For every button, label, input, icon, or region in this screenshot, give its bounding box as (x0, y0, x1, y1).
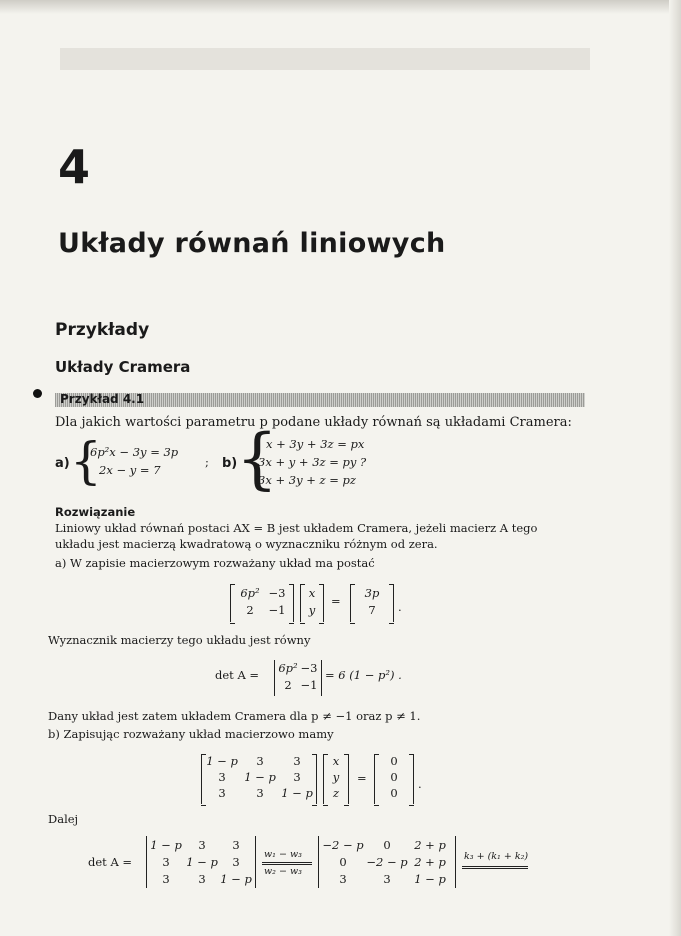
matrix-cell: 2 (246, 603, 254, 617)
a-row-2: 2x − y = 7 (99, 463, 161, 477)
matrix-cell: 1 − p (281, 786, 313, 800)
equals-sign: = (357, 771, 367, 785)
matrix-cell: 2 + p (414, 838, 446, 852)
matrix-cell: −1 (300, 678, 318, 692)
matrix-cell: y (308, 603, 316, 617)
page-top-shadow (0, 0, 681, 14)
matrix-cell: 6p² (278, 661, 298, 675)
matrix-cell: 3 (198, 838, 206, 852)
b-row-3: 3x + 3y + z = pz (258, 473, 356, 487)
matrix-cell: 3 (218, 770, 226, 784)
matrix-cell: 3 (162, 872, 170, 886)
matrix-cell: 3 (232, 855, 240, 869)
matrix-cell: x (308, 586, 316, 600)
period: . (398, 600, 402, 614)
matrix-cell: 3 (232, 838, 240, 852)
b-row-2: 3x + y + 3z = py ? (258, 455, 367, 469)
bullet-icon (33, 389, 42, 398)
item-a-label: a) (55, 456, 70, 471)
matrix-a-rhs (350, 584, 394, 622)
conclusion-a: Dany układ jest zatem układem Cramera dla p ≠ −1 oraz p ≠ 1. (48, 709, 421, 723)
matrix-cell: −1 (268, 603, 286, 617)
solution-a-text: a) W zapisie macierzowym rozważany układ ma postać (55, 556, 375, 570)
det-a-matrix (274, 660, 322, 696)
solution-intro-2: układu jest macierzą kwadratową o wyznaczniku różnym od zera. (55, 537, 438, 551)
matrix-cell: −2 − p (366, 855, 408, 869)
matrix-cell: 3 (293, 770, 301, 784)
det-b-1 (146, 836, 256, 888)
matrix-cell: 7 (368, 603, 376, 617)
op-column: k₃ + (k₁ + k₂) (464, 851, 529, 862)
matrix-cell: −2 − p (322, 838, 364, 852)
matrix-cell: 3 (339, 872, 347, 886)
matrix-a-vars (300, 584, 324, 622)
op-underline (262, 862, 312, 863)
matrix-b-rhs (374, 754, 414, 804)
op-row-top: w₁ − w₃ (264, 849, 302, 860)
separator: ; (205, 455, 209, 469)
item-b-label: b) (222, 456, 238, 471)
brace-a: { (70, 432, 102, 490)
det-a-rhs: = 6 (1 − p²) . (325, 668, 402, 682)
chapter-number: 4 (58, 140, 91, 194)
matrix-cell: 0 (390, 754, 398, 768)
matrix-cell: −3 (268, 586, 286, 600)
matrix-a-coeff (230, 584, 294, 622)
bleed-through-band (60, 48, 590, 70)
det-a-lhs: det A = (215, 668, 260, 682)
matrix-cell: 0 (390, 770, 398, 784)
a-row-1: 6p²x − 3y = 3p (90, 445, 179, 459)
matrix-b-coeff (201, 754, 317, 804)
op-underline (462, 866, 528, 867)
matrix-b-vars (323, 754, 349, 804)
matrix-cell: z (332, 786, 340, 800)
matrix-cell: 3 (256, 786, 264, 800)
example-label: Przykład 4.1 (60, 392, 145, 406)
matrix-cell: 3p (364, 586, 380, 600)
matrix-cell: y (332, 770, 340, 784)
matrix-cell: 0 (339, 855, 347, 869)
section-title: Przykłady (55, 320, 150, 340)
matrix-cell: 3 (256, 754, 264, 768)
matrix-cell: x (332, 754, 340, 768)
example-prompt: Dla jakich wartości parametru p podane układy równań są układami Cramera: (55, 415, 572, 430)
b-row-1: x + 3y + 3z = px (266, 437, 365, 451)
solution-intro-1: Liniowy układ równań postaci AX = B jest układem Cramera, jeżeli macierz A tego (55, 521, 538, 535)
matrix-cell: 3 (198, 872, 206, 886)
det-text: Wyznacznik macierzy tego układu jest równy (48, 633, 311, 647)
det-b-lhs: det A = (88, 855, 133, 869)
equals-sign: = (331, 594, 341, 608)
matrix-cell: 1 − p (150, 838, 182, 852)
det-b-2 (318, 836, 456, 888)
matrix-cell: 0 (383, 838, 391, 852)
matrix-cell: 0 (390, 786, 398, 800)
matrix-cell: 1 − p (244, 770, 276, 784)
op-underline (262, 864, 312, 865)
matrix-cell: 6p² (240, 586, 260, 600)
matrix-cell: 3 (383, 872, 391, 886)
matrix-cell: 2 (284, 678, 292, 692)
solution-b-text: b) Zapisując rozważany układ macierzowo mamy (48, 727, 334, 741)
page-right-shadow (669, 0, 681, 936)
dalej-label: Dalej (48, 812, 79, 826)
op-row-bottom: w₂ − w₃ (264, 866, 302, 877)
matrix-cell: 1 − p (220, 872, 252, 886)
period: . (418, 777, 422, 791)
matrix-cell: 3 (293, 754, 301, 768)
matrix-cell: 1 − p (414, 872, 446, 886)
brace-b: { (236, 420, 278, 497)
matrix-cell: −3 (300, 661, 318, 675)
matrix-cell: 1 − p (206, 754, 238, 768)
subsection-title: Układy Cramera (55, 358, 191, 376)
solution-heading: Rozwiązanie (55, 505, 136, 519)
chapter-title: Układy równań liniowych (58, 228, 446, 259)
matrix-cell: 2 + p (414, 855, 446, 869)
op-underline (462, 868, 528, 869)
matrix-cell: 1 − p (186, 855, 218, 869)
matrix-cell: 3 (218, 786, 226, 800)
matrix-cell: 3 (162, 855, 170, 869)
